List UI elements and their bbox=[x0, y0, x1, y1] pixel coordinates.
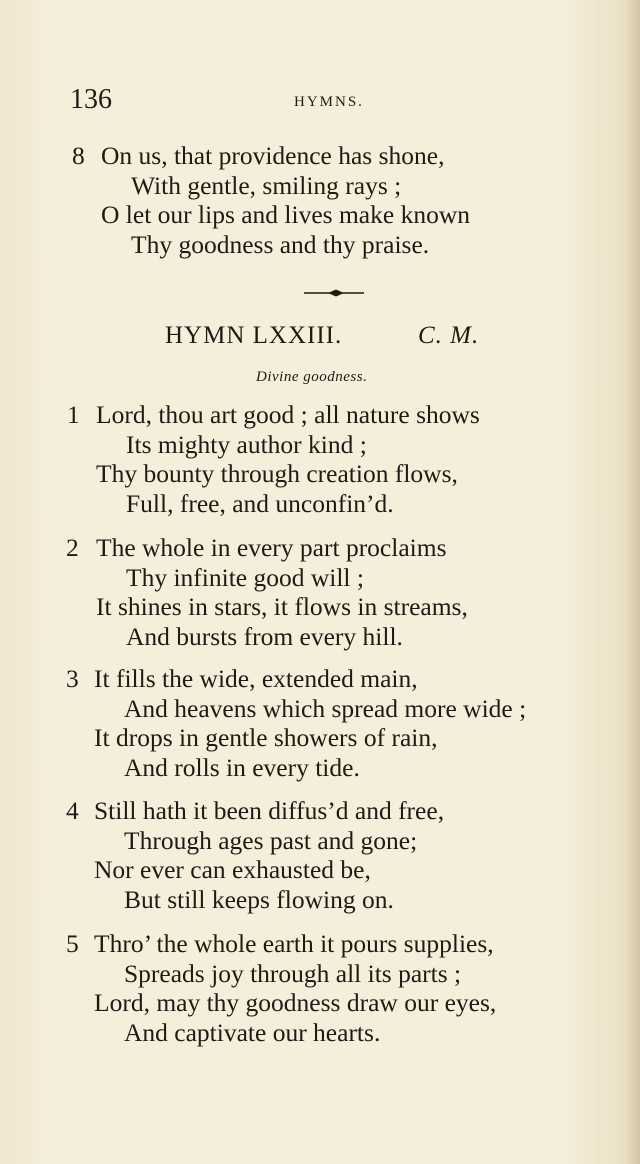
stanza-line bbox=[66, 230, 606, 260]
stanza-line bbox=[66, 171, 606, 201]
stanza-line-text: It drops in gentle showers of rain, bbox=[94, 723, 438, 752]
running-head bbox=[70, 84, 590, 124]
stanza-line bbox=[66, 826, 606, 856]
hymn-stanza-2 bbox=[66, 533, 606, 651]
hymn-stanza-3 bbox=[66, 664, 606, 782]
stanza-line bbox=[66, 200, 606, 230]
stanza-line bbox=[66, 1018, 606, 1048]
stanza-line bbox=[66, 796, 606, 826]
stanza-line bbox=[66, 959, 606, 989]
stanza-line bbox=[66, 533, 606, 563]
stanza-number: 5 bbox=[66, 929, 79, 958]
stanza-line bbox=[66, 855, 606, 885]
stanza-line-text: With gentle, smiling rays ; bbox=[131, 170, 402, 200]
stanza-line-text: Thy goodness and thy praise. bbox=[131, 229, 430, 259]
page-number: 136 bbox=[70, 84, 112, 115]
stanza-number: 2 bbox=[66, 533, 79, 562]
page-edge-shadow bbox=[626, 0, 640, 1164]
stanza-line-text: And captivate our hearts. bbox=[124, 1017, 381, 1047]
stanza-line-text: And heavens which spread more wide ; bbox=[124, 693, 527, 723]
hymn-stanza-4 bbox=[66, 796, 606, 914]
stanza-line-text: Through ages past and gone; bbox=[124, 825, 418, 855]
stanza-line bbox=[66, 929, 606, 959]
stanza-line-text: Nor ever can exhausted be, bbox=[94, 855, 371, 884]
stanza-line-text: On us, that providence has shone, bbox=[101, 141, 445, 170]
stanza-line bbox=[66, 988, 606, 1018]
stanza-line bbox=[66, 430, 606, 460]
stanza-line-text: Its mighty author kind ; bbox=[126, 429, 367, 459]
stanza-line-text: And rolls in every tide. bbox=[124, 752, 360, 782]
stanza-line-text: But still keeps flowing on. bbox=[124, 884, 394, 914]
stanza-line-text: Thro’ the whole earth it pours supplies, bbox=[94, 929, 494, 958]
stanza-line bbox=[66, 723, 606, 753]
stanza-line bbox=[66, 563, 606, 593]
stanza-line-text: Thy bounty through creation flows, bbox=[96, 459, 458, 488]
stanza-line-text: It shines in stars, it flows in streams, bbox=[96, 592, 468, 621]
stanza-line bbox=[66, 459, 606, 489]
stanza-line bbox=[66, 489, 606, 519]
stanza-line bbox=[66, 141, 606, 171]
stanza-line bbox=[66, 885, 606, 915]
stanza-number: 1 bbox=[67, 400, 80, 429]
stanza-line bbox=[66, 694, 606, 724]
stanza-line bbox=[66, 592, 606, 622]
stanza-number: 3 bbox=[66, 664, 79, 693]
stanza-line-text: O let our lips and lives make known bbox=[101, 200, 470, 229]
stanza-line-text: The whole in every part proclaims bbox=[96, 533, 447, 562]
stanza-number: 8 bbox=[72, 141, 85, 170]
stanza-line-text: Full, free, and unconfin’d. bbox=[126, 488, 394, 518]
stanza-line-text: It fills the wide, extended main, bbox=[94, 664, 418, 693]
hymn-title: HYMN LXXIII. bbox=[165, 322, 343, 349]
hymn-subtitle: Divine goodness. bbox=[256, 369, 368, 385]
previous-hymn-stanza-8 bbox=[66, 141, 606, 259]
hymn-stanza-5 bbox=[66, 929, 606, 1047]
stanza-line-text: Lord, thou art good ; all nature shows bbox=[96, 400, 480, 429]
stanza-line bbox=[66, 753, 606, 783]
stanza-line bbox=[66, 622, 606, 652]
stanza-line bbox=[66, 664, 606, 694]
stanza-line-text: Spreads joy through all its parts ; bbox=[124, 958, 462, 988]
stanza-line bbox=[66, 400, 606, 430]
stanza-line-text: Thy infinite good will ; bbox=[126, 562, 364, 592]
stanza-line-text: And bursts from every hill. bbox=[126, 621, 403, 651]
running-title: HYMNS. bbox=[294, 94, 364, 110]
stanza-line-text: Lord, may thy goodness draw our eyes, bbox=[94, 988, 497, 1017]
ornament-divider bbox=[304, 287, 364, 299]
hymn-meter: C. M. bbox=[418, 322, 480, 349]
hymn-stanza-1 bbox=[66, 400, 606, 518]
stanza-number: 4 bbox=[66, 796, 79, 825]
stanza-line-text: Still hath it been diffus’d and free, bbox=[94, 796, 445, 825]
